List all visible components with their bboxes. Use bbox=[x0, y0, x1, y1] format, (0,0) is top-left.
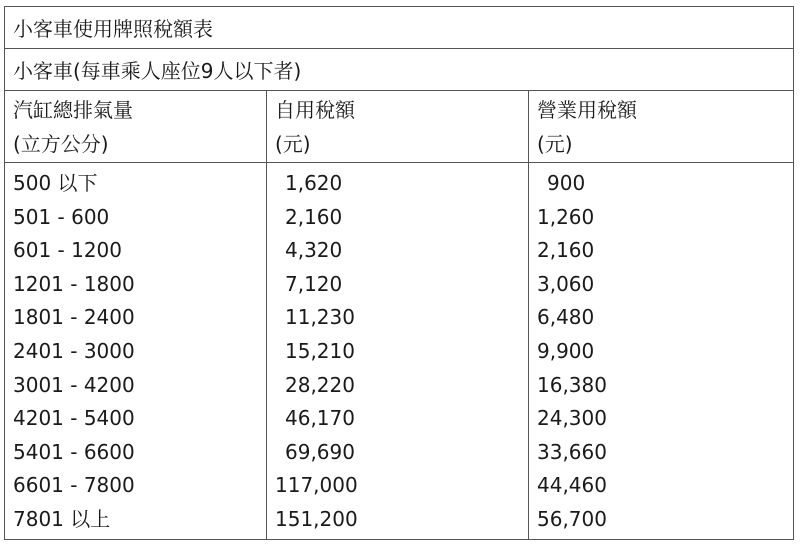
cell-business-tax: 44,460 bbox=[537, 473, 607, 498]
cell-displacement: 6601 - 7800 bbox=[13, 473, 135, 498]
cell-displacement: 5401 - 6600 bbox=[13, 439, 135, 464]
cell-private-tax: 46,170 bbox=[285, 406, 355, 431]
column-displacement bbox=[5, 91, 267, 539]
cell-business-tax: 56,700 bbox=[537, 506, 607, 531]
cell-displacement: 4201 - 5400 bbox=[13, 406, 135, 431]
header-unit: (元) bbox=[537, 132, 573, 156]
header-line: 自用稅額 bbox=[275, 98, 355, 122]
column-header-business-tax bbox=[529, 91, 793, 163]
cell-private-tax: 151,200 bbox=[275, 506, 358, 531]
cell-private-tax: 28,220 bbox=[285, 372, 355, 397]
cell-displacement: 1201 - 1800 bbox=[13, 271, 135, 296]
column-header-private-tax bbox=[267, 91, 528, 163]
cell-private-tax: 1,620 bbox=[285, 171, 343, 195]
cell-displacement: 7801 以上 bbox=[13, 506, 111, 531]
table-subtitle: 小客車(每車乘人座位9人以下者) bbox=[5, 49, 793, 91]
cell-private-tax: 11,230 bbox=[285, 305, 355, 330]
cell-business-tax: 9,900 bbox=[537, 338, 595, 363]
cell-business-tax: 24,300 bbox=[537, 406, 607, 431]
header-unit: (立方公分) bbox=[13, 132, 109, 156]
column-header-displacement bbox=[5, 91, 266, 163]
cell-private-tax: 69,690 bbox=[285, 439, 355, 464]
cell-business-tax: 900 bbox=[547, 171, 586, 195]
cell-displacement: 3001 - 4200 bbox=[13, 372, 135, 397]
table-body bbox=[5, 91, 793, 539]
cell-private-tax: 4,320 bbox=[285, 238, 343, 263]
cell-displacement: 500 以下 bbox=[13, 171, 98, 195]
header-line: 汽缸總排氣量 bbox=[13, 98, 133, 122]
tax-table bbox=[4, 6, 794, 540]
cell-business-tax: 16,380 bbox=[537, 372, 607, 397]
cell-business-tax: 3,060 bbox=[537, 271, 595, 296]
header-unit: (元) bbox=[275, 132, 311, 156]
column-private-tax bbox=[267, 91, 529, 539]
cell-displacement: 501 - 600 bbox=[13, 204, 110, 229]
cell-private-tax: 2,160 bbox=[285, 204, 343, 229]
cell-private-tax: 117,000 bbox=[275, 473, 358, 498]
header-line: 營業用稅額 bbox=[537, 98, 637, 122]
column-business-tax bbox=[529, 91, 793, 539]
cell-displacement: 601 - 1200 bbox=[13, 238, 123, 263]
cell-business-tax: 6,480 bbox=[537, 305, 595, 330]
table-title: 小客車使用牌照稅額表 bbox=[5, 7, 793, 49]
cells-business-tax bbox=[537, 163, 793, 537]
cell-business-tax: 2,160 bbox=[537, 238, 595, 263]
cells-private-tax bbox=[275, 163, 528, 537]
cell-displacement: 1801 - 2400 bbox=[13, 305, 135, 330]
cell-business-tax: 1,260 bbox=[537, 204, 595, 229]
cell-private-tax: 7,120 bbox=[285, 271, 343, 296]
cell-business-tax: 33,660 bbox=[537, 439, 607, 464]
cell-private-tax: 15,210 bbox=[285, 338, 355, 363]
cell-displacement: 2401 - 3000 bbox=[13, 338, 135, 363]
cells-displacement bbox=[13, 163, 266, 537]
